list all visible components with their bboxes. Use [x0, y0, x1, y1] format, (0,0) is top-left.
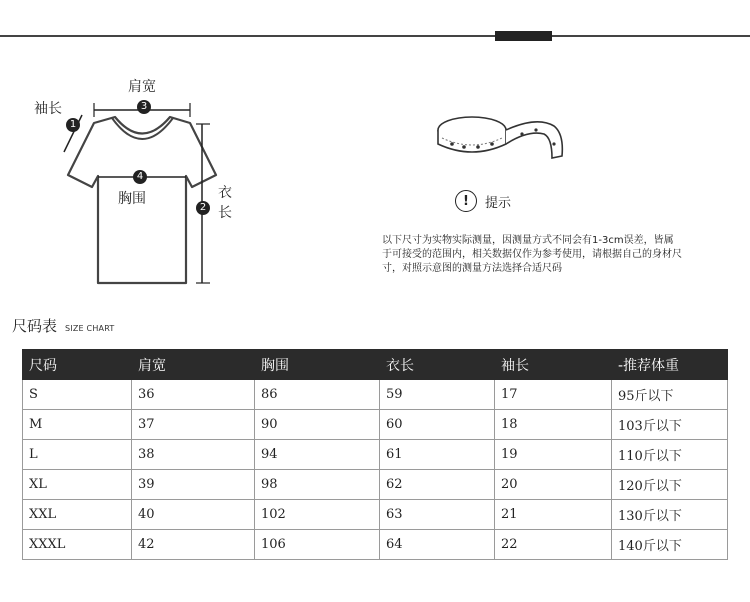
table-header-row — [23, 350, 728, 380]
sleeve-label: 袖长 — [34, 101, 62, 117]
cell-chest: 94 — [255, 440, 380, 470]
chest-label: 胸围 — [118, 191, 146, 207]
cell-size: M — [23, 410, 132, 440]
cell-length: 62 — [380, 470, 495, 500]
cell-chest: 98 — [255, 470, 380, 500]
table-row — [23, 380, 728, 410]
size-chart-title-cn: 尺码表 — [12, 317, 58, 335]
length-label-2: 长 — [218, 205, 232, 221]
size-chart-title-en: SIZE CHART — [65, 324, 115, 333]
cell-weight: 140斤以下 — [612, 530, 728, 560]
table-row — [23, 500, 728, 530]
cell-chest: 106 — [255, 530, 380, 560]
cell-sleeve: 20 — [495, 470, 612, 500]
cell-length: 60 — [380, 410, 495, 440]
cell-sleeve: 22 — [495, 530, 612, 560]
cell-length: 63 — [380, 500, 495, 530]
cell-size: XXL — [23, 500, 132, 530]
cell-shoulder: 36 — [132, 380, 255, 410]
exclamation-icon: ! — [455, 190, 477, 212]
size-chart-heading — [12, 315, 114, 336]
table-row — [23, 470, 728, 500]
cell-size: XXXL — [23, 530, 132, 560]
cell-chest: 102 — [255, 500, 380, 530]
marker-2: 2 — [196, 201, 210, 215]
cell-shoulder: 38 — [132, 440, 255, 470]
cell-chest: 86 — [255, 380, 380, 410]
table-row — [23, 440, 728, 470]
tip-title: 提示 — [485, 195, 512, 211]
cell-shoulder: 39 — [132, 470, 255, 500]
shoulder-label: 肩宽 — [128, 79, 156, 95]
cell-length: 59 — [380, 380, 495, 410]
cell-size: XL — [23, 470, 132, 500]
cell-shoulder: 37 — [132, 410, 255, 440]
cell-chest: 90 — [255, 410, 380, 440]
header-length: 衣长 — [380, 350, 495, 380]
table-row — [23, 410, 728, 440]
marker-3: 3 — [137, 100, 151, 114]
tape-measure-icon — [432, 108, 572, 166]
table-row — [23, 530, 728, 560]
tshirt-measurement-diagram — [20, 70, 250, 300]
header-sleeve: 袖长 — [495, 350, 612, 380]
top-divider-line — [0, 35, 750, 37]
cell-sleeve: 19 — [495, 440, 612, 470]
cell-weight: 103斤以下 — [612, 410, 728, 440]
tip-note: 以下尺寸为实物实际测量，因测量方式不同会有1-3cm误差，皆属于可接受的范围内，相关数据仅作为参考使用，请根据自己的身材尺寸，对照示意图的测量方法选择合适尺码 — [382, 235, 682, 274]
marker-4: 4 — [133, 170, 147, 184]
size-table — [22, 349, 728, 560]
cell-sleeve: 17 — [495, 380, 612, 410]
cell-size: S — [23, 380, 132, 410]
header-chest: 胸围 — [255, 350, 380, 380]
cell-sleeve: 18 — [495, 410, 612, 440]
marker-1: 1 — [66, 118, 80, 132]
header-weight: -推荐体重 — [612, 350, 728, 380]
cell-shoulder: 40 — [132, 500, 255, 530]
header-shoulder: 肩宽 — [132, 350, 255, 380]
cell-weight: 95斤以下 — [612, 380, 728, 410]
header-size: 尺码 — [23, 350, 132, 380]
top-divider-accent — [495, 31, 552, 41]
length-label-1: 衣 — [218, 185, 232, 201]
cell-weight: 120斤以下 — [612, 470, 728, 500]
cell-sleeve: 21 — [495, 500, 612, 530]
cell-length: 61 — [380, 440, 495, 470]
cell-size: L — [23, 440, 132, 470]
tip-heading — [455, 190, 511, 212]
cell-weight: 110斤以下 — [612, 440, 728, 470]
cell-length: 64 — [380, 530, 495, 560]
cell-shoulder: 42 — [132, 530, 255, 560]
cell-weight: 130斤以下 — [612, 500, 728, 530]
